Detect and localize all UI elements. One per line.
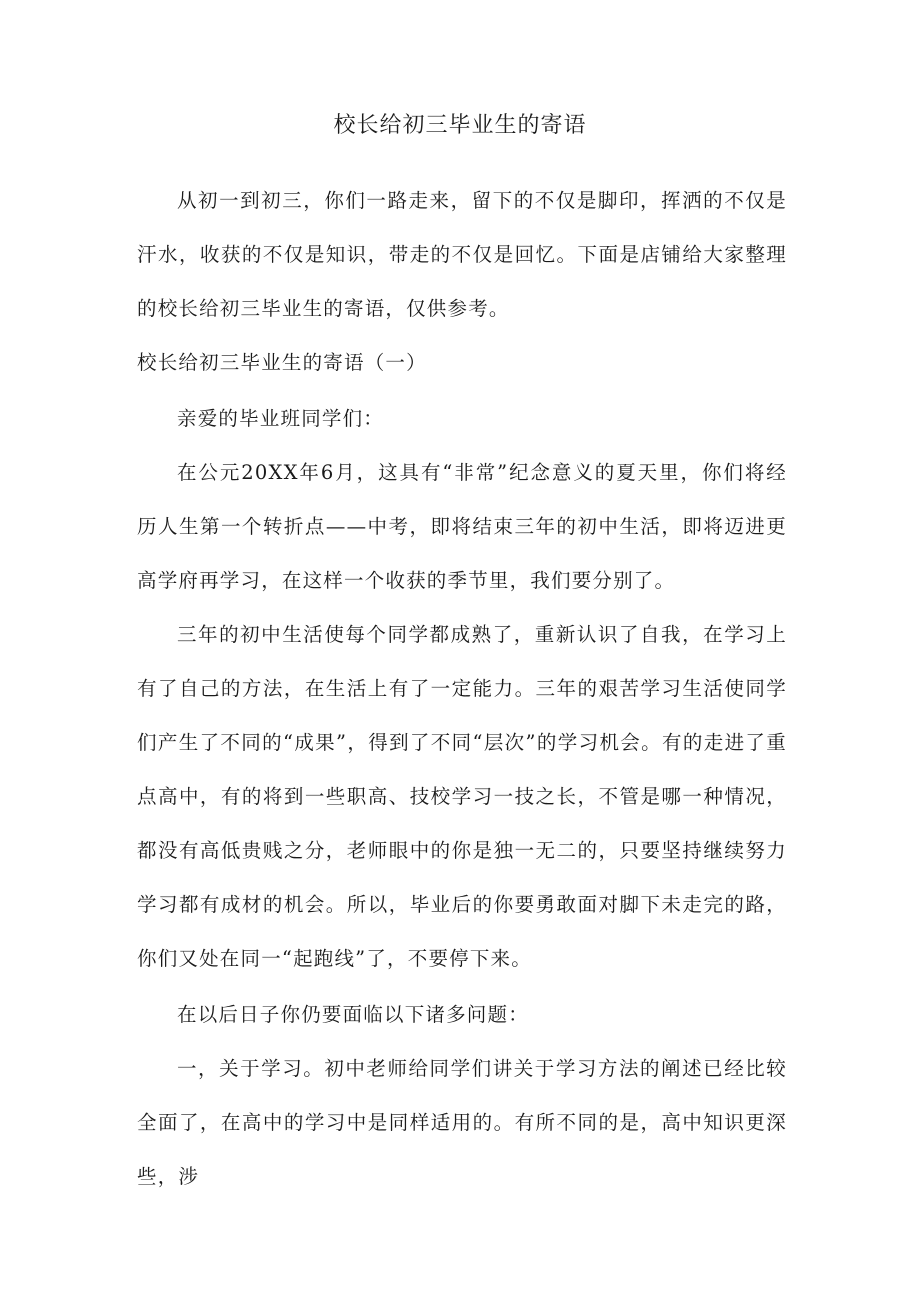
intro-paragraph: 从初一到初三，你们一路走来，留下的不仅是脚印，挥洒的不仅是汗水，收获的不仅是知识，带走的不仅是回忆。下面是店铺给大家整理的校长给初三毕业生的寄语，仅供参考。 [137, 189, 787, 320]
document-title: 校长给初三毕业生的寄语 [333, 113, 587, 138]
body-paragraph: 在以后日子你仍要面临以下诸多问题： [177, 1003, 529, 1026]
salutation: 亲爱的毕业班同学们： [177, 407, 385, 430]
body-paragraph: 一，关于学习。初中老师给同学们讲关于学习方法的阐述已经比较全面了，在高中的学习中是同样适用的。有所不同的是，高中知识更深些，涉 [137, 1057, 787, 1188]
body-paragraph: 三年的初中生活使每个同学都成熟了，重新认识了自我，在学习上有了自己的方法，在生活上有了一定能力。三年的艰苦学习生活使同学们产生了不同的“成果”，得到了不同“层次”的学习机会。有的走进了重点高中，有的将到一些职高、技校学习一技之长，不管是哪一种情况，都没有高低贵贱之分，老师眼中的你是独一无二的，只要坚持继续努力学习都有成材的机会。所以，毕业后的你要勇敢面对脚下未走完的路，你们又处在同一“起跑线”了，不要停下来。 [137, 623, 787, 970]
body-paragraph: 在公元20XX年6月，这具有“非常”纪念意义的夏天里，你们将经历人生第一个转折点——中考，即将结束三年的初中生活，即将迈进更高学府再学习，在这样一个收获的季节里，我们要分别了。 [137, 461, 787, 592]
section-heading: 校长给初三毕业生的寄语（一） [137, 351, 427, 374]
